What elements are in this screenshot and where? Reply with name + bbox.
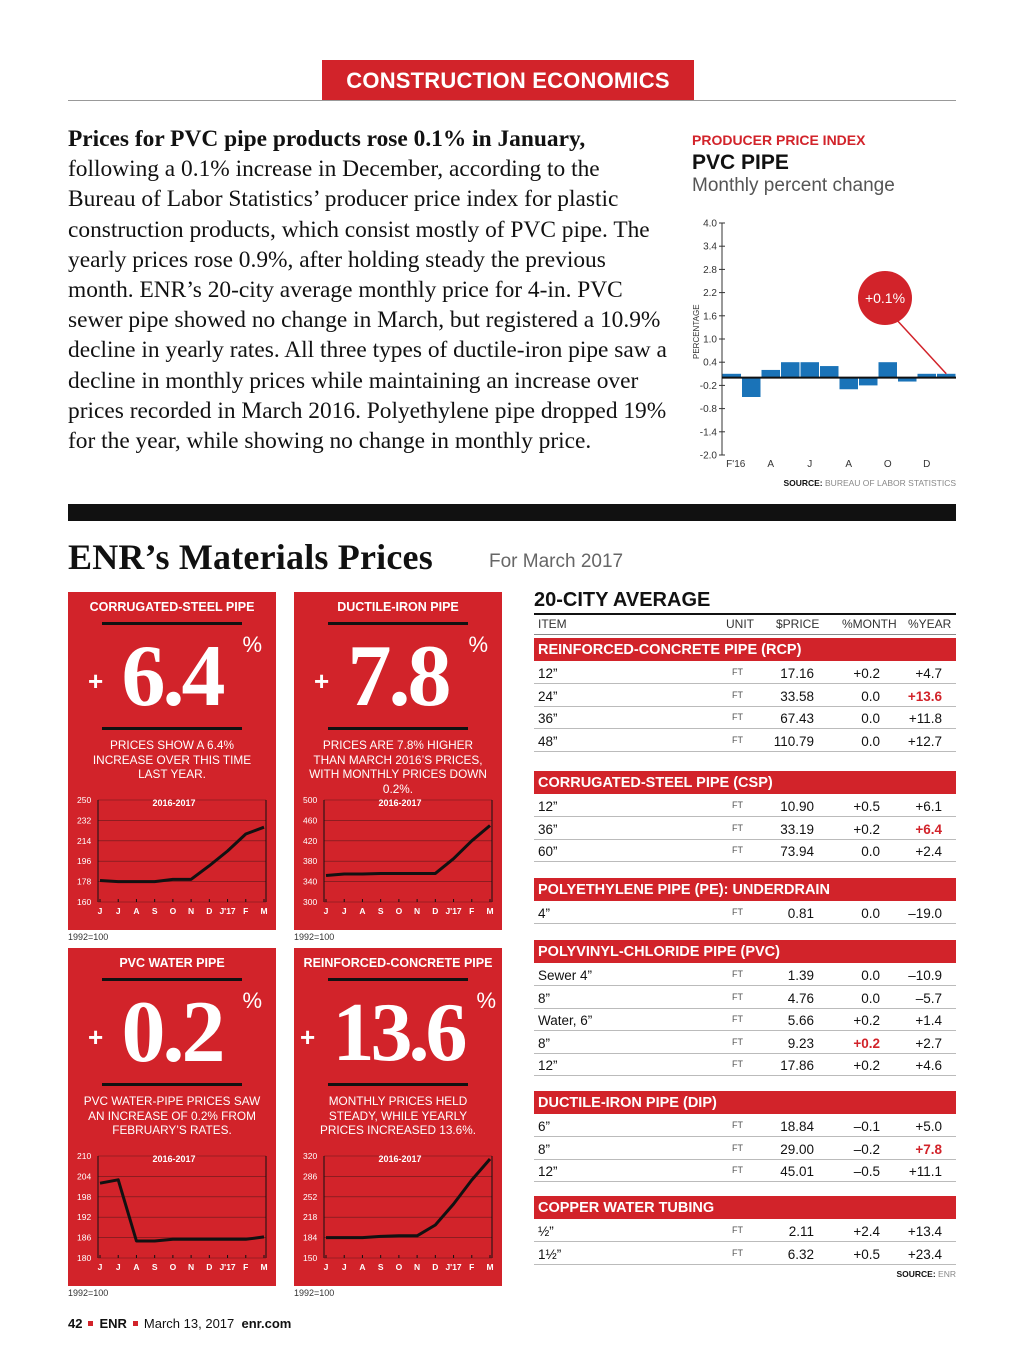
page-footer bbox=[68, 1316, 291, 1331]
row-month-change: +0.2 bbox=[853, 821, 880, 837]
ppi-bar bbox=[859, 378, 878, 386]
table-section-header: COPPER WATER TUBING bbox=[534, 1196, 956, 1219]
panel-chart-label: 2016-2017 bbox=[152, 798, 196, 808]
ppi-y-tick-label: -2.0 bbox=[699, 450, 717, 462]
row-price: 9.23 bbox=[787, 1035, 814, 1051]
row-year-change: +4.6 bbox=[915, 1058, 942, 1073]
row-item: ½” bbox=[538, 1224, 554, 1239]
table-row bbox=[534, 840, 956, 862]
row-year-change: –5.7 bbox=[915, 990, 942, 1006]
intro-text bbox=[68, 124, 668, 456]
row-item: 36” bbox=[538, 711, 558, 726]
panel-line-chart bbox=[294, 792, 502, 922]
row-month-change: +0.5 bbox=[853, 799, 880, 814]
materials-title: ENR’s Materials Prices bbox=[68, 537, 433, 577]
row-item: 12” bbox=[538, 666, 558, 681]
panel-y-tick-label: 186 bbox=[77, 1232, 92, 1243]
panel-big-value: 7.8 bbox=[347, 628, 449, 725]
panel-series-line bbox=[326, 1159, 490, 1238]
ppi-x-tick-label: O bbox=[883, 459, 892, 470]
panel-x-tick-label: F bbox=[469, 1262, 475, 1272]
panel-y-tick-label: 250 bbox=[77, 795, 92, 805]
panel-x-tick-label: J'17 bbox=[445, 906, 462, 916]
row-year-change: +5.0 bbox=[915, 1119, 942, 1134]
panel-x-tick-label: S bbox=[377, 1262, 384, 1272]
row-year-change: +13.6 bbox=[907, 688, 942, 704]
panel-x-tick-label: J bbox=[115, 906, 121, 916]
row-unit: FT bbox=[732, 907, 743, 917]
row-unit: FT bbox=[732, 734, 743, 745]
ppi-y-tick-label: 1.6 bbox=[703, 311, 717, 323]
row-year-change: +12.7 bbox=[907, 733, 942, 749]
row-item: 8” bbox=[538, 990, 551, 1006]
ppi-y-tick-label: 0.4 bbox=[703, 357, 717, 369]
row-unit: FT bbox=[732, 1036, 743, 1047]
panel-y-tick-label: 160 bbox=[77, 897, 92, 907]
ppi-bar bbox=[820, 366, 839, 378]
panel-percent-sign: % bbox=[476, 988, 496, 1013]
footer-date: March 13, 2017 bbox=[143, 1316, 235, 1331]
panel-x-tick-label: J bbox=[323, 906, 329, 916]
row-month-change: 0.0 bbox=[861, 968, 880, 983]
table-row bbox=[534, 685, 956, 707]
row-item: 36” bbox=[538, 821, 558, 837]
panel-x-tick-label: N bbox=[188, 1262, 195, 1272]
panel-x-tick-label: O bbox=[395, 906, 403, 916]
row-price: 33.58 bbox=[780, 688, 814, 704]
panel-line-chart bbox=[68, 792, 276, 922]
ppi-callout-label: +0.1% bbox=[864, 290, 906, 306]
panel-x-tick-label: M bbox=[260, 906, 268, 916]
table-title: 20-CITY AVERAGE bbox=[534, 589, 711, 611]
panel-y-tick-label: 214 bbox=[77, 835, 92, 846]
ppi-bar bbox=[762, 370, 781, 378]
panel-base-label: 1992=100 bbox=[294, 932, 335, 942]
panel-y-tick-label: 320 bbox=[303, 1151, 318, 1161]
ppi-bar bbox=[742, 378, 761, 397]
ppi-y-tick-label: 1.0 bbox=[703, 334, 717, 346]
panel-rule bbox=[102, 978, 242, 981]
row-item: Water, 6” bbox=[538, 1013, 593, 1028]
table-row bbox=[534, 1220, 956, 1242]
row-price: 17.16 bbox=[780, 666, 814, 681]
panel-y-tick-label: 232 bbox=[77, 815, 92, 826]
panel-x-tick-label: O bbox=[395, 1262, 403, 1272]
panel-x-tick-label: J bbox=[115, 1262, 121, 1272]
row-year-change: +11.8 bbox=[908, 711, 942, 726]
row-item: Sewer 4” bbox=[538, 968, 593, 983]
panel-base-label: 1992=100 bbox=[68, 932, 109, 942]
row-unit: FT bbox=[732, 1247, 743, 1258]
panel-x-tick-label: M bbox=[486, 906, 494, 916]
panel-x-tick-label: O bbox=[169, 1262, 177, 1272]
row-price: 45.01 bbox=[780, 1164, 814, 1179]
panel-rule bbox=[328, 622, 468, 625]
row-year-change: +6.1 bbox=[915, 799, 942, 814]
panel-x-tick-label: A bbox=[359, 906, 366, 916]
panel-rule bbox=[102, 622, 242, 625]
col-year: %YEAR bbox=[908, 617, 952, 631]
table-row bbox=[534, 1115, 956, 1137]
panel-x-tick-label: D bbox=[432, 1262, 439, 1272]
panel-sign: + bbox=[88, 1022, 104, 1052]
panel-series-line bbox=[100, 827, 264, 881]
row-year-change: –10.9 bbox=[908, 968, 942, 983]
panel-x-tick-label: A bbox=[359, 1262, 366, 1272]
panel-x-tick-label: D bbox=[206, 1262, 213, 1272]
row-unit: FT bbox=[732, 991, 743, 1002]
panel-rule bbox=[328, 1083, 468, 1086]
col-month: %MONTH bbox=[842, 617, 897, 631]
row-price: 5.66 bbox=[787, 1013, 814, 1028]
row-month-change: 0.0 bbox=[861, 733, 880, 749]
row-unit: FT bbox=[732, 712, 743, 722]
panel-y-tick-label: 198 bbox=[77, 1191, 92, 1202]
section-divider bbox=[68, 504, 956, 521]
panel-x-tick-label: J bbox=[97, 1262, 103, 1272]
panel-percent-sign: % bbox=[242, 632, 262, 657]
ppi-x-tick-label: F'16 bbox=[726, 459, 746, 470]
row-month-change: 0.0 bbox=[861, 711, 880, 726]
panel-y-tick-label: 178 bbox=[77, 876, 92, 887]
panel-y-tick-label: 460 bbox=[303, 815, 318, 826]
panel-y-tick-label: 196 bbox=[77, 856, 92, 867]
row-item: 8” bbox=[538, 1035, 551, 1051]
row-item: 24” bbox=[538, 688, 558, 704]
panel-x-tick-label: J bbox=[97, 906, 103, 916]
table-source bbox=[800, 1269, 956, 1279]
ppi-bar-chart bbox=[686, 210, 958, 472]
row-month-change: 0.0 bbox=[861, 906, 880, 921]
panel-sign: + bbox=[314, 666, 330, 696]
panel-title: DUCTILE-IRON PIPE bbox=[337, 600, 459, 614]
intro-body: following a 0.1% increase in December, according to the Bureau of Labor Statistics’ producer price index for plastic construction products, which consist mostly of PVC pipe. The yearly prices rose 0.9%, after holding steady the previous month. ENR’s 20-city average monthly price for 4-in. PVC sewer pipe showed no change in March, but registered a 10.9% decline in yearly rates. All three types of ductile-iron pipe saw a decline in monthly prices while maintaining an increase over prices recorded in March 2016. Polyethylene pipe dropped 19% for the year, while showing no change in monthly price. bbox=[68, 156, 667, 455]
panel-y-tick-label: 300 bbox=[303, 897, 318, 907]
table-row bbox=[534, 1160, 956, 1182]
ppi-callout-line bbox=[895, 318, 946, 374]
panel-x-tick-label: S bbox=[377, 906, 384, 916]
row-item: 1½” bbox=[538, 1246, 562, 1262]
panel-x-tick-label: A bbox=[133, 1262, 140, 1272]
row-price: 18.84 bbox=[780, 1119, 814, 1134]
row-price: 0.81 bbox=[787, 906, 814, 921]
ppi-y-axis-label: PERCENTAGE bbox=[692, 304, 701, 359]
panel-big-value: 0.2 bbox=[121, 984, 223, 1081]
panel-rule bbox=[102, 727, 242, 730]
row-item: 12” bbox=[538, 1164, 558, 1179]
panel-big-value: 6.4 bbox=[121, 628, 223, 725]
row-month-change: +2.4 bbox=[853, 1224, 880, 1239]
page-number: 42 bbox=[68, 1316, 83, 1331]
row-year-change: +4.7 bbox=[915, 666, 942, 681]
panel-y-tick-label: 150 bbox=[303, 1253, 318, 1263]
materials-subtitle: For March 2017 bbox=[489, 551, 624, 572]
panel-x-tick-label: D bbox=[432, 906, 439, 916]
row-unit: FT bbox=[732, 822, 743, 833]
ppi-title: PVC PIPE bbox=[692, 151, 789, 174]
ppi-x-tick-label: J bbox=[807, 459, 813, 470]
row-year-change: +6.4 bbox=[915, 821, 942, 837]
panel-chart-label: 2016-2017 bbox=[378, 1154, 422, 1164]
table-source-text: ENR bbox=[938, 1269, 956, 1279]
panel-chart-label: 2016-2017 bbox=[152, 1154, 196, 1164]
ppi-bar bbox=[781, 362, 800, 377]
panel-x-tick-label: M bbox=[486, 1262, 494, 1272]
row-month-change: +0.2 bbox=[853, 1058, 880, 1073]
panel-x-tick-label: J bbox=[341, 1262, 347, 1272]
row-month-change: 0.0 bbox=[861, 844, 880, 859]
panel-x-tick-label: F bbox=[243, 1262, 249, 1272]
row-price: 1.39 bbox=[787, 968, 814, 983]
panel-y-tick-label: 380 bbox=[303, 856, 318, 867]
col-price: $PRICE bbox=[776, 617, 820, 631]
panel-y-tick-label: 218 bbox=[303, 1212, 318, 1223]
ppi-bar bbox=[840, 378, 859, 390]
row-month-change: 0.0 bbox=[861, 688, 880, 704]
panel-x-tick-label: O bbox=[169, 906, 177, 916]
row-month-change: +0.5 bbox=[853, 1246, 880, 1262]
panel-sign: + bbox=[300, 1022, 316, 1052]
ppi-x-tick-label: A bbox=[845, 459, 853, 470]
price-panel bbox=[294, 948, 502, 1286]
ppi-y-tick-label: -0.8 bbox=[699, 404, 717, 416]
table-row bbox=[534, 964, 956, 986]
row-price: 73.94 bbox=[780, 844, 814, 859]
row-unit: FT bbox=[732, 667, 743, 677]
panel-x-tick-label: S bbox=[151, 906, 158, 916]
panel-x-tick-label: N bbox=[414, 906, 421, 916]
table-row bbox=[534, 987, 956, 1009]
row-price: 110.79 bbox=[773, 733, 814, 749]
row-year-change: +13.4 bbox=[907, 1224, 942, 1239]
table-row bbox=[534, 1054, 956, 1076]
row-month-change: 0.0 bbox=[861, 990, 880, 1006]
panel-rule bbox=[328, 978, 468, 981]
panel-x-tick-label: J bbox=[341, 906, 347, 916]
row-year-change: +11.1 bbox=[908, 1164, 942, 1179]
table-row bbox=[534, 662, 956, 684]
panel-x-tick-label: J'17 bbox=[219, 1262, 236, 1272]
row-year-change: +2.4 bbox=[915, 844, 942, 859]
table-row bbox=[534, 1243, 956, 1265]
panel-y-tick-label: 210 bbox=[77, 1151, 92, 1161]
price-panel bbox=[68, 592, 276, 930]
panel-y-tick-label: 192 bbox=[77, 1212, 92, 1223]
row-price: 67.43 bbox=[780, 711, 814, 726]
table-rule bbox=[534, 613, 956, 615]
ppi-source bbox=[700, 478, 956, 488]
panel-x-tick-label: D bbox=[206, 906, 213, 916]
panel-x-tick-label: N bbox=[414, 1262, 421, 1272]
ppi-y-tick-label: -0.2 bbox=[699, 380, 717, 392]
panel-x-tick-label: S bbox=[151, 1262, 158, 1272]
row-month-change: –0.1 bbox=[853, 1119, 880, 1134]
panel-x-tick-label: J'17 bbox=[445, 1262, 462, 1272]
row-year-change: +23.4 bbox=[907, 1246, 942, 1262]
row-item: 8” bbox=[538, 1141, 551, 1157]
panel-base-label: 1992=100 bbox=[68, 1288, 109, 1298]
panel-x-tick-label: J bbox=[323, 1262, 329, 1272]
table-row bbox=[534, 1032, 956, 1054]
panel-description: PRICES ARE 7.8% HIGHER THAN MARCH 2016’S PRICES, WITH MONTHLY PRICES DOWN 0.2%. bbox=[309, 738, 487, 796]
row-price: 6.32 bbox=[787, 1246, 814, 1262]
footer-brand: ENR bbox=[99, 1316, 127, 1331]
panel-x-tick-label: A bbox=[133, 906, 140, 916]
panel-line-chart bbox=[68, 1148, 276, 1278]
panel-big-value: 13.6 bbox=[332, 986, 464, 1079]
panel-x-tick-label: F bbox=[469, 906, 475, 916]
col-unit: UNIT bbox=[726, 617, 754, 631]
table-row bbox=[534, 707, 956, 729]
table-row bbox=[534, 818, 956, 840]
panel-x-tick-label: F bbox=[243, 906, 249, 916]
table-section-header: CORRUGATED-STEEL PIPE (CSP) bbox=[534, 771, 956, 794]
table-section-header: POLYETHYLENE PIPE (PE): UNDERDRAIN bbox=[534, 878, 956, 901]
panel-y-tick-label: 420 bbox=[303, 835, 318, 846]
table-row bbox=[534, 1138, 956, 1160]
panel-y-tick-label: 180 bbox=[77, 1253, 92, 1263]
price-panel bbox=[294, 592, 502, 930]
row-item: 6” bbox=[538, 1119, 551, 1134]
ppi-y-tick-label: 4.0 bbox=[703, 218, 717, 230]
row-price: 10.90 bbox=[780, 799, 814, 814]
panel-description: PRICES SHOW A 6.4% INCREASE OVER THIS TIME LAST YEAR. bbox=[92, 738, 252, 781]
row-year-change: +1.4 bbox=[915, 1013, 942, 1028]
footer-site: enr.com bbox=[241, 1316, 292, 1331]
panel-y-tick-label: 252 bbox=[303, 1191, 318, 1202]
row-unit: FT bbox=[732, 969, 743, 979]
ppi-y-tick-label: 3.4 bbox=[703, 241, 717, 253]
panel-y-tick-label: 286 bbox=[303, 1171, 318, 1182]
row-price: 17.86 bbox=[780, 1058, 814, 1073]
ppi-source-label: SOURCE: bbox=[783, 478, 823, 488]
row-month-change: –0.5 bbox=[853, 1164, 880, 1179]
row-unit: FT bbox=[732, 1059, 743, 1069]
ppi-x-tick-label: D bbox=[923, 459, 931, 470]
row-month-change: –0.2 bbox=[853, 1141, 880, 1157]
ppi-kicker: PRODUCER PRICE INDEX bbox=[692, 132, 866, 148]
row-item: 12” bbox=[538, 799, 558, 814]
panel-series-line bbox=[100, 1180, 264, 1241]
row-unit: FT bbox=[732, 689, 743, 700]
ppi-x-tick-label: A bbox=[767, 459, 775, 470]
panel-x-tick-label: J'17 bbox=[219, 906, 236, 916]
row-item: 4” bbox=[538, 906, 551, 921]
panel-line-chart bbox=[294, 1148, 502, 1278]
panel-description: MONTHLY PRICES HELD STEADY, WHILE YEARLY PRICES INCREASED 13.6%. bbox=[319, 1094, 477, 1137]
ppi-bar bbox=[801, 362, 820, 377]
panel-title: REINFORCED-CONCRETE PIPE bbox=[303, 956, 493, 970]
row-month-change: +0.2 bbox=[853, 1035, 880, 1051]
row-year-change: –19.0 bbox=[908, 906, 942, 921]
table-section-header: REINFORCED-CONCRETE PIPE (RCP) bbox=[534, 638, 956, 661]
ppi-y-tick-label: 2.8 bbox=[703, 264, 717, 276]
table-row bbox=[534, 1009, 956, 1031]
row-unit: FT bbox=[732, 1225, 743, 1235]
panel-y-tick-label: 340 bbox=[303, 876, 318, 887]
top-rule bbox=[68, 100, 956, 101]
row-price: 2.11 bbox=[788, 1224, 814, 1239]
table-row bbox=[534, 902, 956, 924]
panel-y-tick-label: 204 bbox=[77, 1171, 92, 1182]
panel-base-label: 1992=100 bbox=[294, 1288, 335, 1298]
intro-lead: Prices for PVC pipe products rose 0.1% in January, bbox=[68, 126, 586, 152]
section-tag: CONSTRUCTION ECONOMICS bbox=[322, 60, 694, 100]
table-section-header: POLYVINYL-CHLORIDE PIPE (PVC) bbox=[534, 940, 956, 963]
panel-title: CORRUGATED-STEEL PIPE bbox=[89, 600, 255, 614]
row-item: 60” bbox=[538, 844, 558, 859]
panel-sign: + bbox=[88, 666, 104, 696]
row-month-change: +0.2 bbox=[853, 666, 880, 681]
row-year-change: +2.7 bbox=[915, 1035, 942, 1051]
row-month-change: +0.2 bbox=[853, 1013, 880, 1028]
table-row bbox=[534, 730, 956, 752]
table-section-header: DUCTILE-IRON PIPE (DIP) bbox=[534, 1091, 956, 1114]
row-unit: FT bbox=[732, 1014, 743, 1024]
panel-series-line bbox=[326, 826, 490, 876]
row-price: 4.76 bbox=[787, 990, 814, 1006]
ppi-y-tick-label: 2.2 bbox=[703, 288, 717, 300]
panel-x-tick-label: N bbox=[188, 906, 195, 916]
panel-chart-label: 2016-2017 bbox=[378, 798, 422, 808]
panel-percent-sign: % bbox=[242, 988, 262, 1013]
panel-description: PVC WATER-PIPE PRICES SAW AN INCREASE OF 0.2% FROM FEBRUARY’S RATES. bbox=[83, 1094, 261, 1137]
row-year-change: +7.8 bbox=[915, 1141, 942, 1157]
row-unit: FT bbox=[732, 1120, 743, 1130]
panel-y-tick-label: 500 bbox=[303, 795, 318, 805]
price-panel bbox=[68, 948, 276, 1286]
table-head-rule bbox=[534, 634, 956, 635]
panel-percent-sign: % bbox=[468, 632, 488, 657]
row-price: 29.00 bbox=[780, 1141, 814, 1157]
row-item: 12” bbox=[538, 1058, 558, 1073]
table-row bbox=[534, 795, 956, 817]
panel-title: PVC WATER PIPE bbox=[119, 956, 225, 970]
ppi-source-text: BUREAU OF LABOR STATISTICS bbox=[825, 478, 956, 488]
row-unit: FT bbox=[732, 1165, 743, 1175]
panel-y-tick-label: 184 bbox=[303, 1232, 318, 1243]
ppi-bar bbox=[879, 362, 898, 377]
col-item: ITEM bbox=[538, 617, 567, 631]
row-price: 33.19 bbox=[780, 821, 814, 837]
panel-rule bbox=[102, 1083, 242, 1086]
row-unit: FT bbox=[732, 845, 743, 855]
panel-x-tick-label: M bbox=[260, 1262, 268, 1272]
ppi-subtitle: Monthly percent change bbox=[692, 175, 895, 196]
row-unit: FT bbox=[732, 1142, 743, 1153]
row-unit: FT bbox=[732, 800, 743, 810]
ppi-y-tick-label: -1.4 bbox=[699, 427, 717, 439]
table-source-label: SOURCE: bbox=[896, 1269, 936, 1279]
panel-rule bbox=[328, 727, 468, 730]
row-item: 48” bbox=[538, 733, 558, 749]
